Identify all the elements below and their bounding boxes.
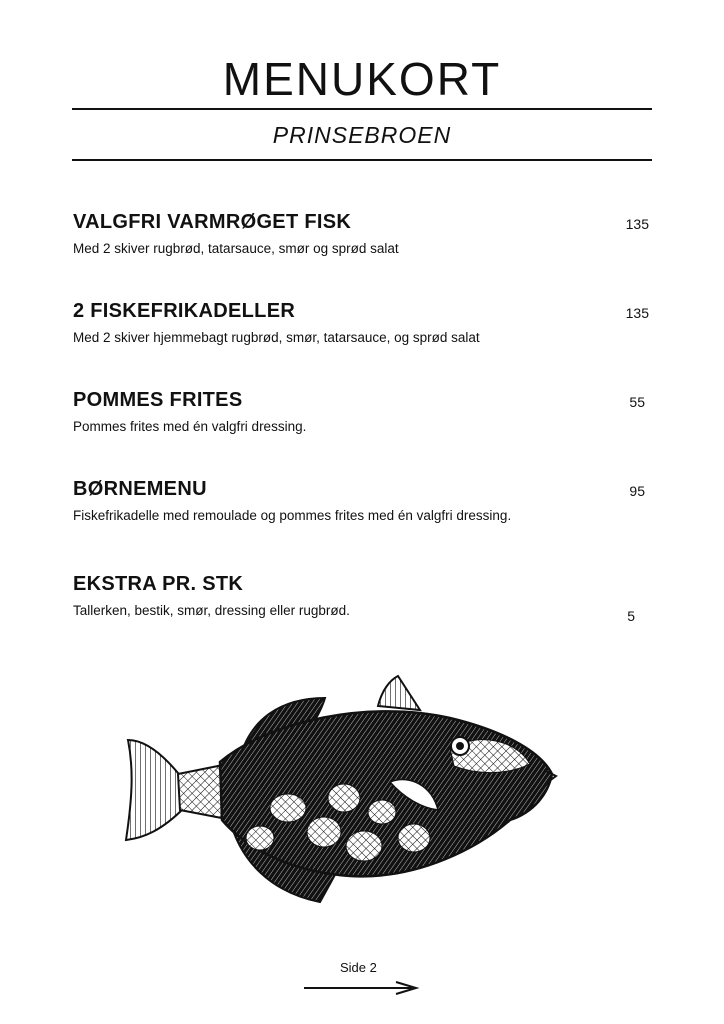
menu-item-price: 135 bbox=[625, 216, 649, 232]
menu-item-name: BØRNEMENU bbox=[73, 478, 207, 500]
menu-item bbox=[73, 210, 651, 258]
menu-item-name: 2 FISKEFRIKADELLER bbox=[73, 300, 296, 322]
page-number: Side 2 bbox=[340, 960, 377, 975]
fish-body bbox=[220, 711, 552, 876]
menu-item bbox=[73, 388, 651, 436]
menu-item-price: 135 bbox=[625, 305, 649, 321]
divider-top bbox=[72, 108, 652, 110]
menu-item bbox=[73, 572, 651, 624]
fish-illustration bbox=[120, 670, 570, 910]
menu-item-description: Fiskefrikadelle med remoulade og pommes frites med én valgfri dressing. bbox=[73, 508, 512, 523]
menu-item-price: 55 bbox=[629, 394, 645, 410]
menu-item-name: POMMES FRITES bbox=[73, 389, 243, 411]
fish-tail bbox=[126, 740, 184, 840]
menu-item-description: Med 2 skiver rugbrød, tatarsauce, smør og sprød salat bbox=[73, 241, 399, 256]
menu-item-price: 5 bbox=[627, 608, 635, 624]
menu-item-name: VALGFRI VARMRØGET FISK bbox=[73, 211, 352, 233]
page-title: MENUKORT bbox=[222, 53, 502, 105]
menu-item-price: 95 bbox=[629, 483, 645, 499]
arrow-right-icon[interactable] bbox=[304, 978, 420, 998]
menu-item-description: Pommes frites med én valgfri dressing. bbox=[73, 419, 307, 434]
menu-item-description: Med 2 skiver hjemmebagt rugbrød, smør, tatarsauce, og sprød salat bbox=[73, 330, 480, 345]
menu-item bbox=[73, 477, 651, 525]
menu-item bbox=[73, 299, 651, 347]
page-subtitle: PRINSEBROEN bbox=[272, 122, 452, 148]
menu-item-name: EKSTRA PR. STK bbox=[73, 573, 244, 595]
menu-item-description: Tallerken, bestik, smør, dressing eller rugbrød. bbox=[73, 603, 350, 618]
divider-bottom bbox=[72, 159, 652, 161]
